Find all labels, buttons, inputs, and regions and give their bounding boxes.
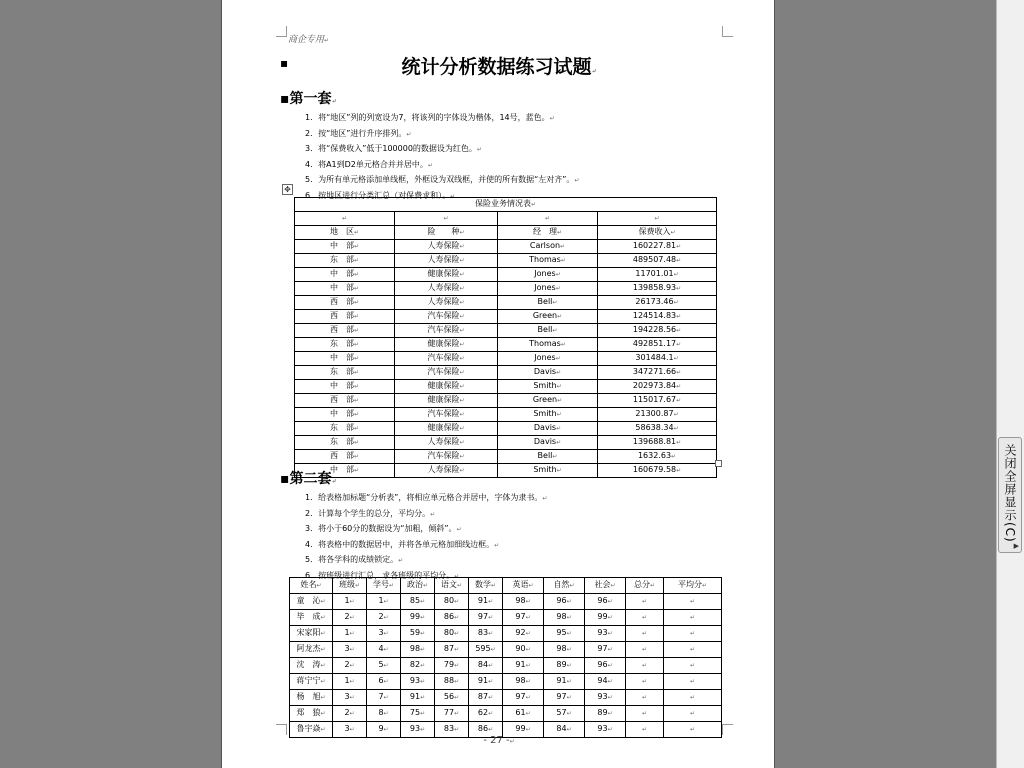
table-cell: 汽车保险 ↵ (395, 352, 498, 366)
table-cell: 62 ↵ (469, 706, 503, 722)
table-cell: 1 ↵ (367, 594, 401, 610)
table-cell: 杨 旭 ↵ (290, 690, 333, 706)
table-row (295, 310, 717, 324)
table-cell (664, 690, 722, 706)
instruction-item: 5．将各学科的成绩锁定。 ↵ (305, 553, 547, 569)
table-cell: 人寿保险 ↵ (395, 464, 498, 478)
bullet-mark: ▪ (280, 56, 289, 70)
table-row (290, 690, 722, 706)
table-cell (626, 626, 664, 642)
table-cell: 124514.83 ↵ (598, 310, 717, 324)
table-cell: 5 ↵ (367, 658, 401, 674)
table-cell: 6 ↵ (367, 674, 401, 690)
table-cell: 97 ↵ (503, 690, 544, 706)
table-row (295, 464, 717, 478)
table-cell: 97 ↵ (469, 610, 503, 626)
table-cell: 97 ↵ (585, 642, 626, 658)
table-cell: 中 部 ↵ (295, 282, 395, 296)
table-cell: 84 ↵ (544, 722, 585, 738)
table-cell: 96 ↵ (585, 594, 626, 610)
table-cell: 93 ↵ (401, 722, 435, 738)
table-cell: 347271.66 ↵ (598, 366, 717, 380)
table-cell: 2 ↵ (333, 610, 367, 626)
table-cell: 11701.01 ↵ (598, 268, 717, 282)
table-row (295, 408, 717, 422)
table-cell: 学号 ↵ (367, 578, 401, 594)
table-cell: 汽车保险 ↵ (395, 408, 498, 422)
instruction-item: 1．给表格加标题“分析表”，将相应单元格合并居中，字体为隶书。 ↵ (305, 491, 547, 507)
table-cell: 489507.48 ↵ (598, 254, 717, 268)
insurance-table (294, 197, 717, 478)
dropdown-arrow-icon: ▶ (1013, 542, 1019, 550)
table-cell: 班级 ↵ (333, 578, 367, 594)
table-cell (664, 706, 722, 722)
table-cell: 人寿保险 ↵ (395, 240, 498, 254)
document-page (221, 0, 775, 768)
table-cell: 总分 ↵ (626, 578, 664, 594)
table-cell: 姓名 ↵ (290, 578, 333, 594)
table-row (295, 338, 717, 352)
table-cell: 沈 涛 ↵ (290, 658, 333, 674)
table-cell: 91 ↵ (469, 594, 503, 610)
table-cell: 96 ↵ (544, 594, 585, 610)
table-cell: 115017.67 ↵ (598, 394, 717, 408)
table-header-row (290, 578, 722, 594)
table-cell: 56 ↵ (435, 690, 469, 706)
table-cell: 84 ↵ (469, 658, 503, 674)
table-cell: 中 部 ↵ (295, 380, 395, 394)
table-cell: 3 ↵ (333, 642, 367, 658)
table-cell: 健康保险 ↵ (395, 394, 498, 408)
section1-instructions (305, 111, 579, 204)
section2-heading: ▪第二套 ↵ (280, 468, 337, 488)
table-cell: 1 ↵ (333, 626, 367, 642)
table-cell (626, 690, 664, 706)
table-cell: 汽车保险 ↵ (395, 450, 498, 464)
table-cell: 西 部 ↵ (295, 324, 395, 338)
table-cell: 3 ↵ (333, 690, 367, 706)
table-cell (664, 674, 722, 690)
table-cell: 98 ↵ (544, 610, 585, 626)
table-cell: 58638.34 ↵ (598, 422, 717, 436)
table-cell (626, 594, 664, 610)
table-cell: Bell ↵ (498, 324, 598, 338)
table-cell: Smith ↵ (498, 380, 598, 394)
table-cell: Davis ↵ (498, 422, 598, 436)
table-cell: 1 ↵ (333, 594, 367, 610)
table-cell: 数学 ↵ (469, 578, 503, 594)
page-header: 商企专用 ↵ (288, 32, 329, 45)
table-cell: 97 ↵ (503, 610, 544, 626)
table-cell: 89 ↵ (544, 658, 585, 674)
table-cell: 202973.84 ↵ (598, 380, 717, 394)
table-row (295, 394, 717, 408)
table-cell: 人寿保险 ↵ (395, 254, 498, 268)
table-cell: 98 ↵ (503, 674, 544, 690)
table-cell: 80 ↵ (435, 594, 469, 610)
table-cell: 98 ↵ (503, 594, 544, 610)
crop-mark-top-left (276, 26, 287, 37)
table-cell: 宋家阳 ↵ (290, 626, 333, 642)
table-cell: Smith ↵ (498, 408, 598, 422)
table-cell: 94 ↵ (585, 674, 626, 690)
table-cell: 地 区 ↵ (295, 226, 395, 240)
table-cell: 人寿保险 ↵ (395, 436, 498, 450)
instruction-item: 1．将“地区”列的列宽设为7，将该列的字体设为楷体，14号，蓝色。 ↵ (305, 111, 579, 127)
crop-mark-bottom-left (276, 724, 287, 735)
table-cell: 鲁宇焱 ↵ (290, 722, 333, 738)
table-cell: Davis ↵ (498, 366, 598, 380)
table-cell: 91 ↵ (503, 658, 544, 674)
table-row (290, 642, 722, 658)
table-row (295, 254, 717, 268)
table-cell: 2 ↵ (333, 658, 367, 674)
table-cell: 87 ↵ (469, 690, 503, 706)
page-title: 统计分析数据练习试题 ↵ (222, 52, 775, 79)
page-number: - 27 - ↵ (222, 735, 775, 746)
table-cell: 86 ↵ (435, 610, 469, 626)
table-cell: 健康保险 ↵ (395, 268, 498, 282)
table-cell: 91 ↵ (544, 674, 585, 690)
table-caption: 保险业务情况表 ↵ (295, 198, 717, 212)
table-cell: 160227.81 ↵ (598, 240, 717, 254)
table-cell (626, 610, 664, 626)
table-cell: 1632.63 ↵ (598, 450, 717, 464)
table-cell: 童 沁 ↵ (290, 594, 333, 610)
table-cell: 3 ↵ (367, 626, 401, 642)
table-cell: 139688.81 ↵ (598, 436, 717, 450)
table-cell: 汽车保险 ↵ (395, 324, 498, 338)
table-row (295, 268, 717, 282)
table-cell: Green ↵ (498, 394, 598, 408)
table-cell (626, 674, 664, 690)
table-row (290, 594, 722, 610)
table-cell (664, 642, 722, 658)
table-cell: 89 ↵ (585, 706, 626, 722)
table-cell: 健康保险 ↵ (395, 380, 498, 394)
table-cell: 东 部 ↵ (295, 254, 395, 268)
table-cell: 西 部 ↵ (295, 394, 395, 408)
table-cell: 99 ↵ (401, 610, 435, 626)
table-cell: 东 部 ↵ (295, 436, 395, 450)
table-cell: 英语 ↵ (503, 578, 544, 594)
table-cell (664, 594, 722, 610)
close-fullscreen-button[interactable]: 关闭全屏显示(C) ▶ (998, 437, 1022, 553)
table-cell: 人寿保险 ↵ (395, 296, 498, 310)
table-cell: 汽车保险 ↵ (395, 310, 498, 324)
table-cell: 160679.58 ↵ (598, 464, 717, 478)
table-cell: 西 部 ↵ (295, 310, 395, 324)
table-row (295, 422, 717, 436)
table-cell: 保费收入 ↵ (598, 226, 717, 240)
table-cell: 87 ↵ (435, 642, 469, 658)
table-cell: 85 ↵ (401, 594, 435, 610)
table-cell: 中 部 ↵ (295, 268, 395, 282)
table-cell: 9 ↵ (367, 722, 401, 738)
table-cell: 99 ↵ (585, 610, 626, 626)
table-cell: 21300.87 ↵ (598, 408, 717, 422)
instruction-item: 3．将小于60分的数据设为“加粗，倾斜”。 ↵ (305, 522, 547, 538)
table-cell: 自然 ↵ (544, 578, 585, 594)
table-row (290, 610, 722, 626)
table-row (295, 296, 717, 310)
table-cell: 93 ↵ (401, 674, 435, 690)
table-cell: 194228.56 ↵ (598, 324, 717, 338)
table-cell: 中 部 ↵ (295, 464, 395, 478)
table-cell: 492851.17 ↵ (598, 338, 717, 352)
table-cell: 人寿保险 ↵ (395, 282, 498, 296)
table-cell: 3 ↵ (333, 722, 367, 738)
table-cell (626, 658, 664, 674)
table-cell: 99 ↵ (503, 722, 544, 738)
scores-table (289, 577, 722, 738)
table-row (290, 706, 722, 722)
table-cell: 83 ↵ (469, 626, 503, 642)
table-cell: 东 部 ↵ (295, 338, 395, 352)
instruction-item: 4．将A1到D2单元格合并并居中。 ↵ (305, 158, 579, 174)
crop-mark-top-right (722, 26, 733, 37)
table-cell: 郑 狼 ↵ (290, 706, 333, 722)
table-cell: Jones ↵ (498, 282, 598, 296)
table-cell (626, 642, 664, 658)
table-row (295, 352, 717, 366)
table-cell: 7 ↵ (367, 690, 401, 706)
table-cell: 健康保险 ↵ (395, 422, 498, 436)
table-cell: 96 ↵ (585, 658, 626, 674)
table-cell: 91 ↵ (401, 690, 435, 706)
table-cell: 4 ↵ (367, 642, 401, 658)
table-cell: 8 ↵ (367, 706, 401, 722)
table-cell: 83 ↵ (435, 722, 469, 738)
right-scroll-strip (996, 0, 1024, 768)
table-cell: 毕 成 ↵ (290, 610, 333, 626)
section1-heading: ▪第一套 ↵ (280, 88, 337, 108)
table-cell (664, 626, 722, 642)
table-cell: 59 ↵ (401, 626, 435, 642)
table-cell: 东 部 ↵ (295, 422, 395, 436)
instruction-item: 2．按“地区”进行升序排列。 ↵ (305, 127, 579, 143)
table-cell: Thomas ↵ (498, 338, 598, 352)
table-cell: 险 种 ↵ (395, 226, 498, 240)
table-cell: 阿龙杰 ↵ (290, 642, 333, 658)
table-empty-row (295, 212, 717, 226)
table-cell: Jones ↵ (498, 352, 598, 366)
table-row (290, 626, 722, 642)
instruction-item: 5．为所有单元格添加单线框，外框设为双线框，并使的所有数据“左对齐”。 ↵ (305, 173, 579, 189)
crop-mark-bottom-right (722, 724, 733, 735)
table-row (295, 324, 717, 338)
table-cell: 2 ↵ (367, 610, 401, 626)
table-cell: Thomas ↵ (498, 254, 598, 268)
table-header-row (295, 226, 717, 240)
table-cell: Smith ↵ (498, 464, 598, 478)
table-resize-handle[interactable] (715, 460, 722, 467)
table-cell: 61 ↵ (503, 706, 544, 722)
table-row (295, 366, 717, 380)
table-cell (664, 610, 722, 626)
table-cell: 93 ↵ (585, 722, 626, 738)
table-cell: Bell ↵ (498, 296, 598, 310)
table-cell: 中 部 ↵ (295, 240, 395, 254)
table-cell: 97 ↵ (544, 690, 585, 706)
table-cell: 西 部 ↵ (295, 296, 395, 310)
table-cell: 95 ↵ (544, 626, 585, 642)
table-row (295, 450, 717, 464)
instruction-item: 6．按地区进行分类汇总（对保费求和）。 ↵ (305, 189, 579, 205)
table-cell: 中 部 ↵ (295, 352, 395, 366)
table-cell: 1 ↵ (333, 674, 367, 690)
table-move-handle-icon[interactable]: ✥ (282, 184, 293, 195)
instruction-item: 6．按班级进行汇总，求各班级的平均分。 ↵ (305, 569, 547, 585)
table-row (295, 436, 717, 450)
table-cell: 蒋宁宁 ↵ (290, 674, 333, 690)
table-cell: 平均分 ↵ (664, 578, 722, 594)
table-cell: Jones ↵ (498, 268, 598, 282)
table-cell: 79 ↵ (435, 658, 469, 674)
table-cell: 98 ↵ (544, 642, 585, 658)
table-cell: Davis ↵ (498, 436, 598, 450)
table-row (295, 240, 717, 254)
table-row (295, 282, 717, 296)
table-cell: 经 理 ↵ (498, 226, 598, 240)
section2-instructions (305, 491, 547, 584)
table-cell: 西 部 ↵ (295, 450, 395, 464)
table-cell: Bell ↵ (498, 450, 598, 464)
table-cell: 77 ↵ (435, 706, 469, 722)
table-cell: 93 ↵ (585, 690, 626, 706)
table-cell: 92 ↵ (503, 626, 544, 642)
table-cell: Green ↵ (498, 310, 598, 324)
table-cell: 社会 ↵ (585, 578, 626, 594)
table-cell: 75 ↵ (401, 706, 435, 722)
table-caption-row (295, 198, 717, 212)
table-cell: 91 ↵ (469, 674, 503, 690)
table-cell (664, 658, 722, 674)
instruction-item: 3．将“保费收入”低于100000的数据设为红色。 ↵ (305, 142, 579, 158)
table-cell: 政治 ↵ (401, 578, 435, 594)
table-cell: 301484.1 ↵ (598, 352, 717, 366)
table-cell: 82 ↵ (401, 658, 435, 674)
table-cell: 语文 ↵ (435, 578, 469, 594)
table-cell: 86 ↵ (469, 722, 503, 738)
table-cell: 80 ↵ (435, 626, 469, 642)
table-cell: 139858.93 ↵ (598, 282, 717, 296)
table-cell: 东 部 ↵ (295, 366, 395, 380)
table-cell: 88 ↵ (435, 674, 469, 690)
table-cell: 26173.46 ↵ (598, 296, 717, 310)
table-cell: 中 部 ↵ (295, 408, 395, 422)
table-cell: Carlson ↵ (498, 240, 598, 254)
table-cell: 健康保险 ↵ (395, 338, 498, 352)
instruction-item: 4．将表格中的数据居中，并将各单元格加细线边框。 ↵ (305, 538, 547, 554)
table-cell: 93 ↵ (585, 626, 626, 642)
table-cell: 汽车保险 ↵ (395, 366, 498, 380)
table-cell: 595 ↵ (469, 642, 503, 658)
table-row (290, 674, 722, 690)
table-row (290, 658, 722, 674)
table-row (295, 380, 717, 394)
table-cell: 2 ↵ (333, 706, 367, 722)
instruction-item: 2．计算每个学生的总分，平均分。 ↵ (305, 507, 547, 523)
table-cell (626, 706, 664, 722)
table-cell: 57 ↵ (544, 706, 585, 722)
table-cell: 98 ↵ (401, 642, 435, 658)
table-cell: 90 ↵ (503, 642, 544, 658)
